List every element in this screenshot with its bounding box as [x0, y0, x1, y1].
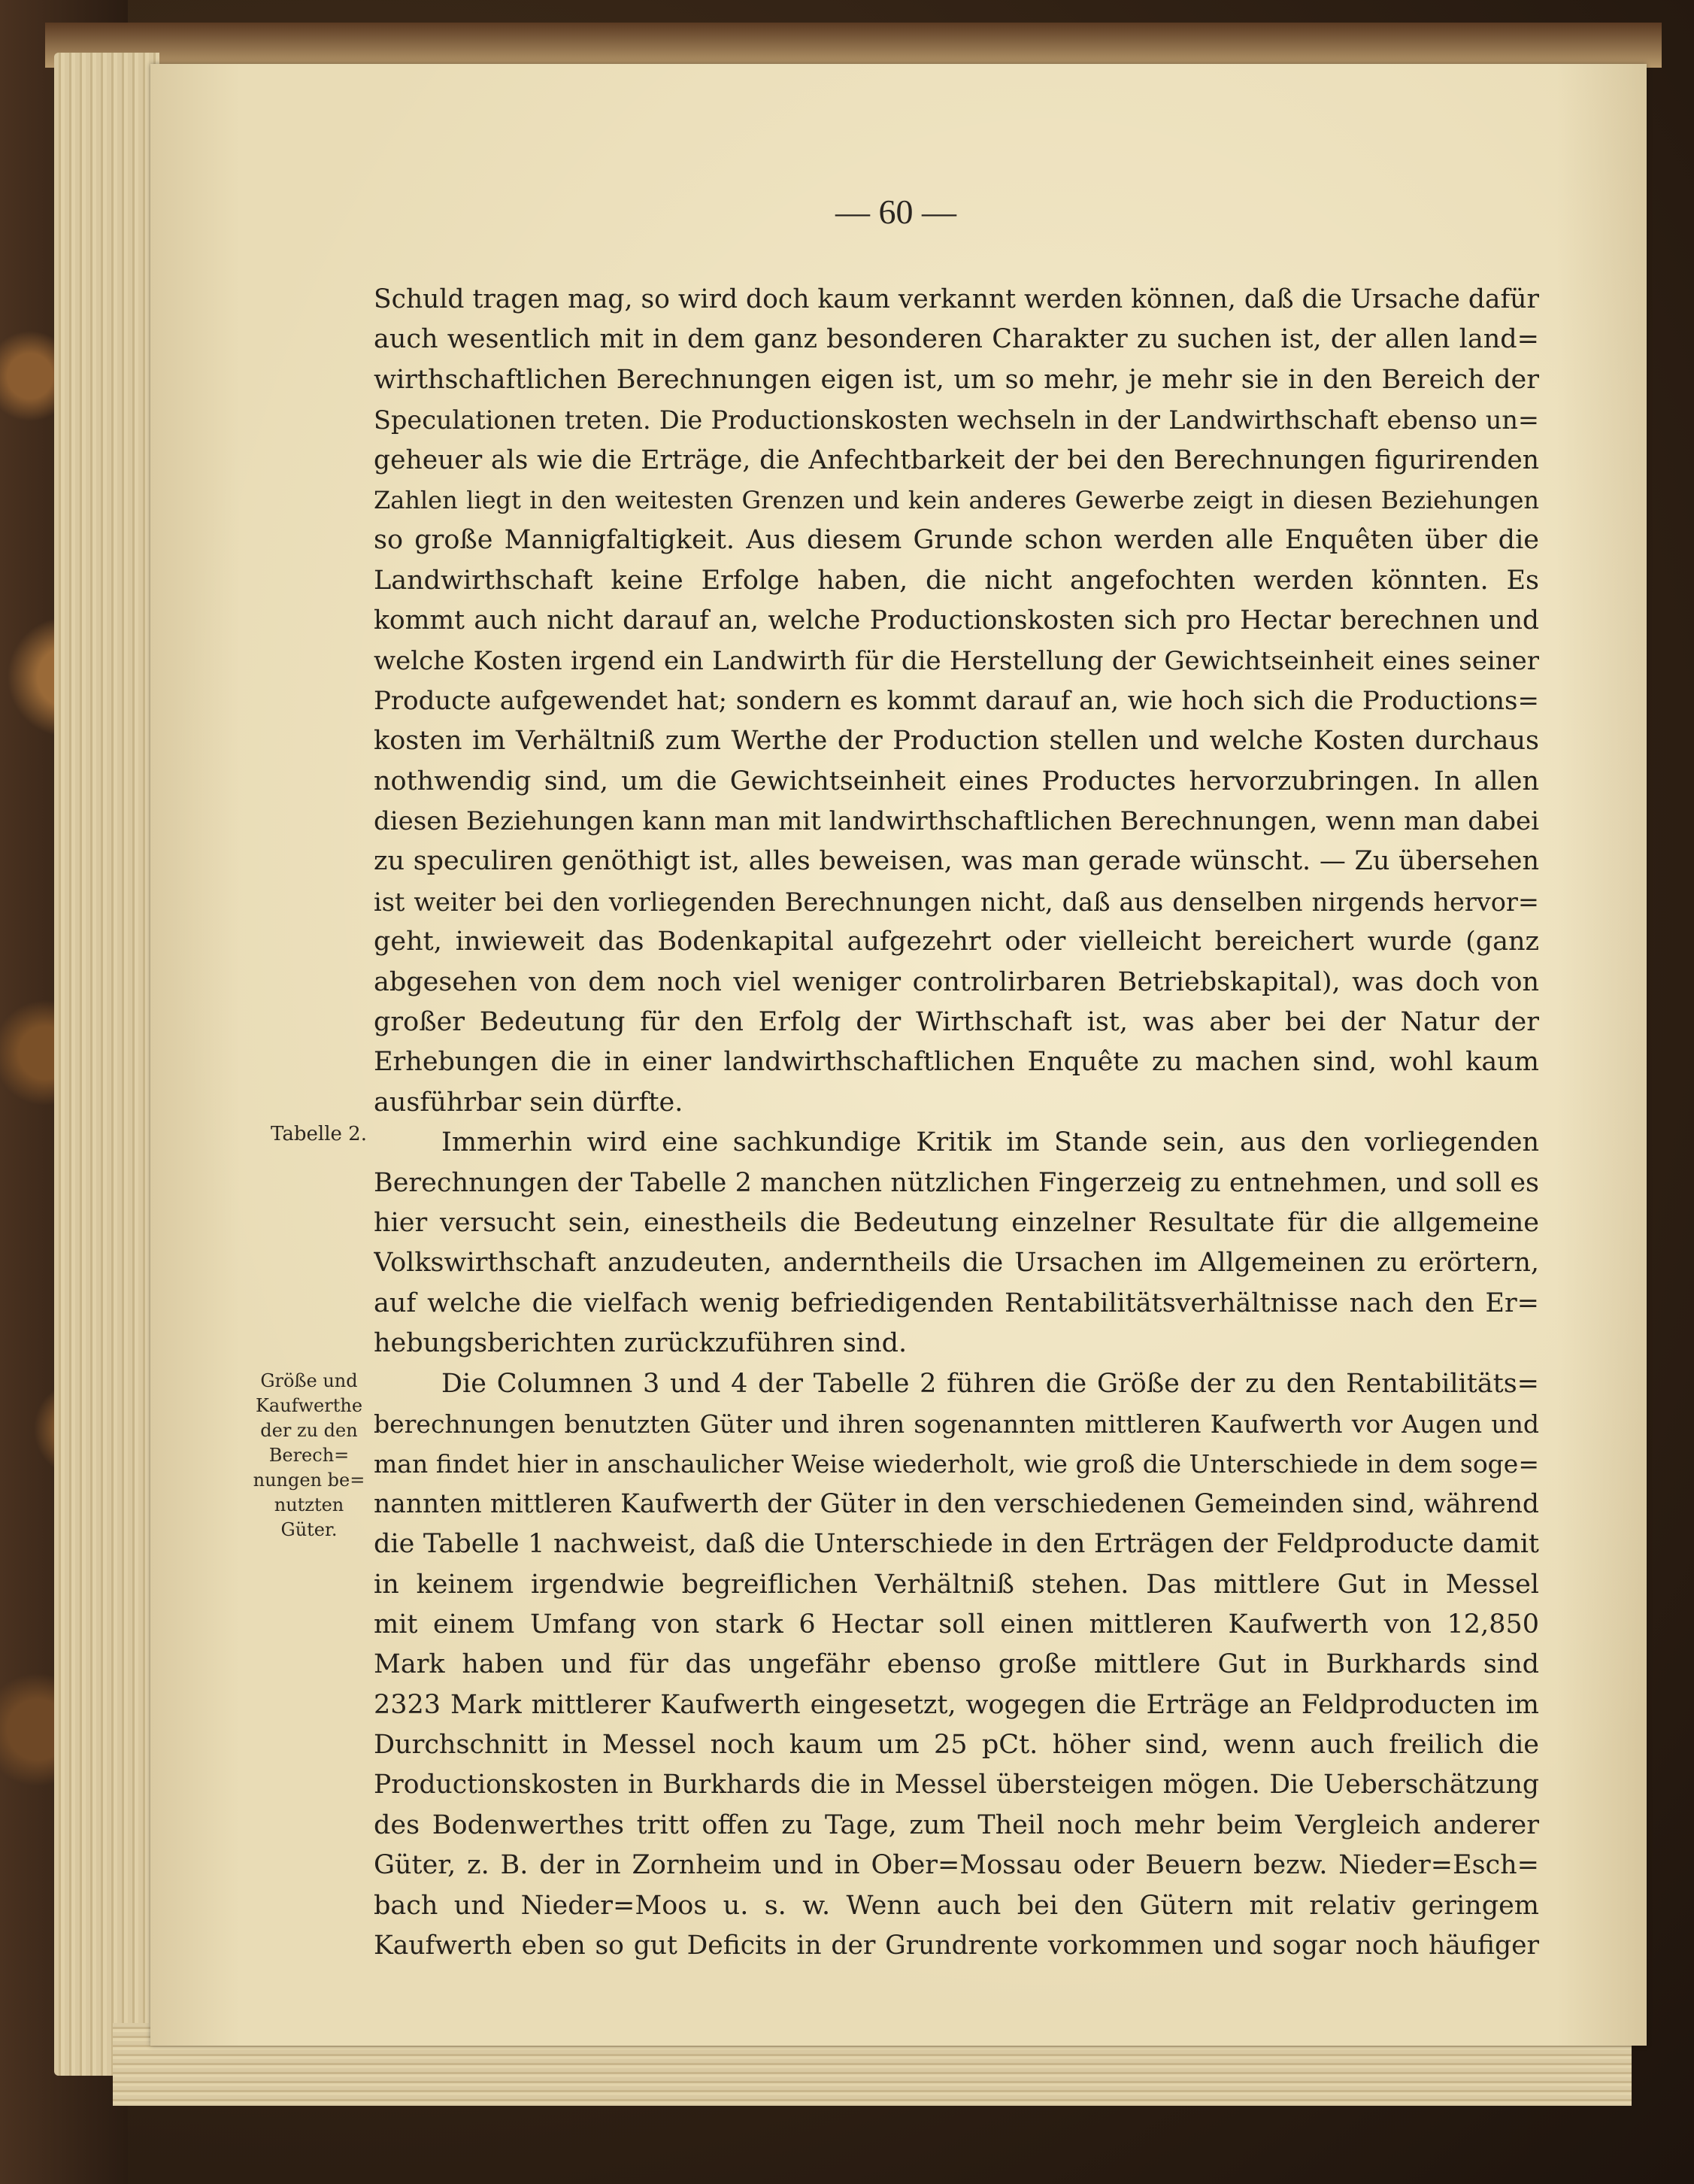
book-top-edge: [45, 23, 1662, 68]
text-line: zu speculiren genöthigt ist, alles beweisen, was man gerade wünscht. — Zu übersehen: [374, 846, 1539, 877]
text-line: welche Kosten irgend ein Landwirth für die Herstellung der Gewichtseinheit eines seiner: [374, 645, 1539, 676]
text-line: in keinem irgendwie begreiflichen Verhältniß stehen. Das mittlere Gut in Messel: [374, 1569, 1539, 1600]
text-line: auch wesentlich mit in dem ganz besonderen Charakter zu suchen ist, der allen land=: [374, 324, 1539, 355]
margin-note-line: Größe und: [260, 1370, 358, 1391]
text-line: Schuld tragen mag, so wird doch kaum verkannt werden können, daß die Ursache dafür: [374, 284, 1539, 314]
text-line: wirthschaftlichen Berechnungen eigen ist, um so mehr, je mehr sie in den Bereich der: [374, 364, 1539, 395]
text-line: Durchschnitt in Messel noch kaum um 25 pCt. höher sind, wenn auch freilich die: [374, 1730, 1539, 1761]
text-line: Mark haben und für das ungefähr ebenso große mittlere Gut in Burkhards sind: [374, 1649, 1539, 1680]
margin-note-line: Berech=: [268, 1445, 350, 1466]
margin-note-line: nungen be=: [253, 1470, 365, 1491]
text-line: Landwirthschaft keine Erfolge haben, die nicht angefochten werden könnten. Es: [374, 565, 1539, 596]
text-line: die Tabelle 1 nachweist, daß die Unterschiede in den Erträgen der Feldproducte damit: [374, 1529, 1539, 1560]
text-line: Producte aufgewendet hat; sondern es kommt darauf an, wie hoch sich die Productions=: [374, 685, 1539, 716]
text-line: Berechnungen der Tabelle 2 manchen nützlichen Fingerzeig zu entnehmen, und soll es: [374, 1167, 1539, 1198]
text-line: 2323 Mark mittlerer Kaufwerth eingesetzt, wogegen die Erträge an Feldproducten im: [374, 1689, 1539, 1720]
margin-note-line: Kaufwerthe: [255, 1395, 363, 1416]
text-line: Erhebungen die in einer landwirthschaftlichen Enquête zu machen sind, wohl kaum: [374, 1047, 1539, 1078]
text-line: ausführbar sein dürfte.: [374, 1087, 683, 1118]
text-line: kosten im Verhältniß zum Werthe der Production stellen und welche Kosten durchaus: [374, 726, 1539, 757]
margin-note-line: nutzten: [274, 1494, 344, 1515]
text-line: berechnungen benutzten Güter und ihren sogenannten mittleren Kaufwerth vor Augen und: [374, 1409, 1539, 1439]
margin-note-table: Tabelle 2.: [271, 1123, 367, 1145]
text-line: Zahlen liegt in den weitesten Grenzen und kein anderes Gewerbe zeigt in diesen Beziehungen: [374, 485, 1539, 514]
margin-note-line: der zu den: [260, 1420, 358, 1441]
text-line: diesen Beziehungen kann man mit landwirthschaftlichen Berechnungen, wenn man dabei: [374, 806, 1539, 837]
text-line: Volkswirthschaft anzudeuten, anderntheils die Ursachen im Allgemeinen zu erörtern,: [374, 1248, 1539, 1279]
text-line: bach und Nieder=Moos u. s. w. Wenn auch bei den Gütern mit relativ geringem: [374, 1890, 1539, 1921]
text-line: nannten mittleren Kaufwerth der Güter in den verschiedenen Gemeinden sind, während: [374, 1488, 1539, 1519]
text-line: nothwendig sind, um die Gewichtseinheit eines Productes hervorzubringen. In allen: [374, 766, 1539, 796]
text-line: hier versucht sein, einestheils die Bedeutung einzelner Resultate für die allgemeine: [374, 1207, 1539, 1238]
text-line: geheuer als wie die Erträge, die Anfechtbarkeit der bei den Berechnungen figurirenden: [374, 444, 1539, 475]
text-line: auf welche die vielfach wenig befriedigenden Rentabilitätsverhältnisse nach den Er=: [374, 1288, 1539, 1318]
text-line: Die Columnen 3 und 4 der Tabelle 2 führen die Größe der zu den Rentabilitäts=: [441, 1368, 1539, 1399]
page-stack-left: [54, 53, 159, 2076]
text-line: abgesehen von dem noch viel weniger controlirbaren Betriebskapital), was doch von: [374, 966, 1539, 997]
text-line: Productionskosten in Burkhards die in Messel übersteigen mögen. Die Ueberschätzung: [374, 1770, 1539, 1800]
text-line: Speculationen treten. Die Productionskosten wechseln in der Landwirthschaft ebenso un=: [374, 405, 1539, 435]
text-line: Kaufwerth eben so gut Deficits in der Grundrente vorkommen und sogar noch häufiger: [374, 1931, 1539, 1961]
margin-note-line: Güter.: [280, 1519, 338, 1540]
text-line: mit einem Umfang von stark 6 Hectar soll einen mittleren Kaufwerth von 12,850: [374, 1609, 1539, 1640]
page-number: — 60 —: [835, 193, 956, 231]
text-line: geht, inwieweit das Bodenkapital aufgezehrt oder vielleicht bereichert wurde (ganz: [374, 927, 1539, 957]
text-line: kommt auch nicht darauf an, welche Productionskosten sich pro Hectar berechnen und: [374, 605, 1539, 636]
text-line: hebungsberichten zurückzuführen sind.: [374, 1328, 908, 1359]
text-line: Immerhin wird eine sachkundige Kritik im Stande sein, aus den vorliegenden: [441, 1127, 1539, 1158]
body-text: [374, 280, 1539, 1966]
text-line: großer Bedeutung für den Erfolg der Wirthschaft ist, was aber bei der Natur der: [374, 1007, 1539, 1038]
margin-note-goods: [252, 1369, 366, 1542]
text-line: man findet hier in anschaulicher Weise wiederholt, wie groß die Unterschiede in dem soge=: [374, 1449, 1539, 1479]
text-line: ist weiter bei den vorliegenden Berechnungen nicht, daß aus denselben nirgends hervor=: [374, 887, 1539, 917]
text-line: so große Mannigfaltigkeit. Aus diesem Grunde schon werden alle Enquêten über die: [374, 525, 1539, 556]
text-line: des Bodenwerthes tritt offen zu Tage, zum Theil noch mehr beim Vergleich anderer: [374, 1809, 1539, 1840]
text-line: Güter, z. B. der in Zornheim und in Ober=Mossau oder Beuern bezw. Nieder=Esch=: [374, 1850, 1539, 1881]
